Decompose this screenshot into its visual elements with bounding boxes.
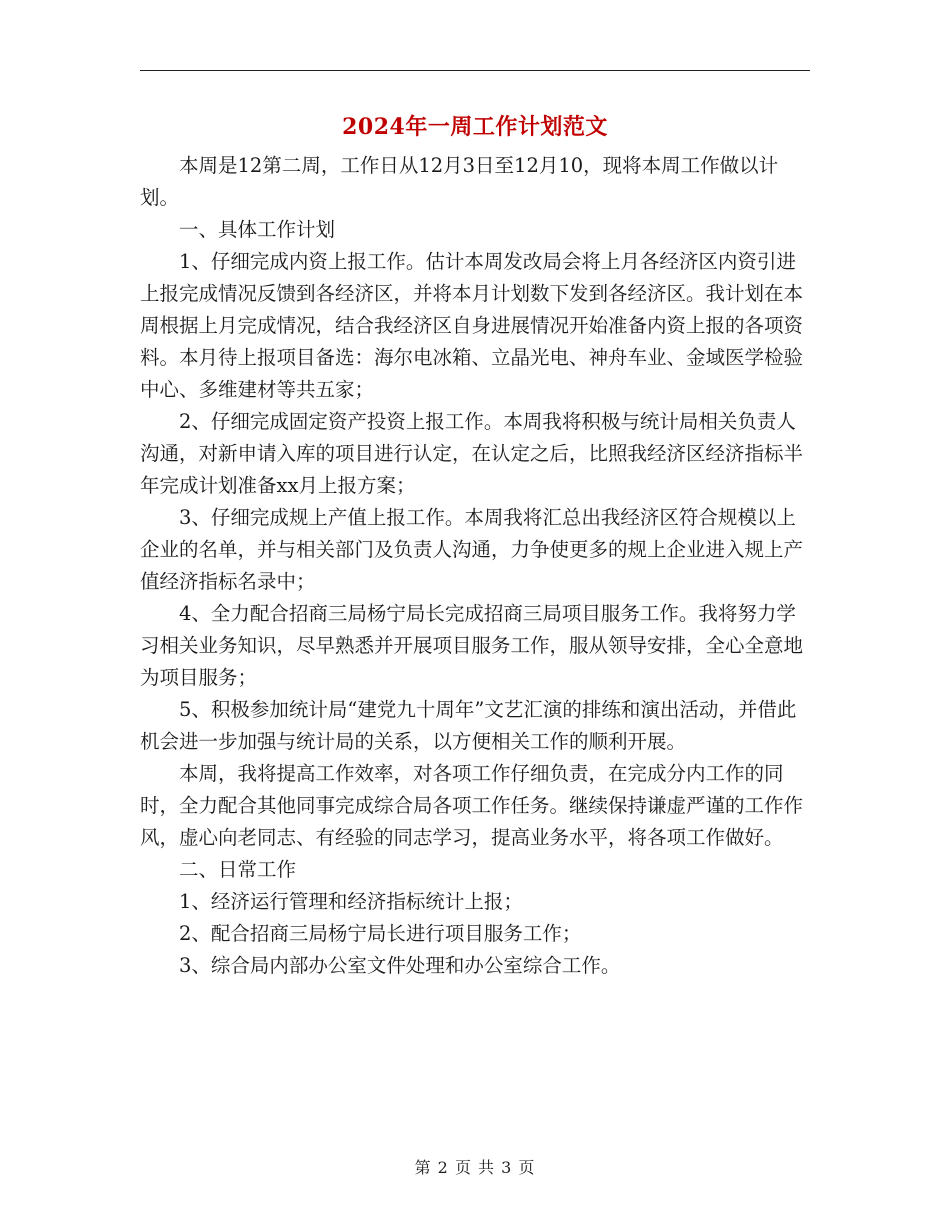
daily-item-1: 1、经济运行管理和经济指标统计上报； — [179, 890, 523, 913]
header-rule — [140, 70, 810, 71]
daily-item-2: 2、配合招商三局杨宁局长进行项目服务工作； — [179, 922, 582, 945]
document-title: 2024年一周工作计划范文 — [342, 114, 608, 140]
plan-item-5: 5、积极参加统计局“建党九十周年”文艺汇演的排练和演出活动，并借此机会进一步加强与统计局的关系，以方便相关工作的顺利开展。 — [140, 698, 797, 753]
section-heading-daily-work: 二、日常工作 — [179, 858, 297, 881]
plan-item-2: 2、仔细完成固定资产投资上报工作。本周我将积极与统计局相关负责人沟通，对新申请入库的项目进行认定，在认定之后，比照我经济区经济指标半年完成计划准备xx月上报方案； — [140, 410, 804, 497]
summary-paragraph: 本周，我将提高工作效率，对各项工作仔细负责，在完成分内工作的同时，全力配合其他同事完成综合局各项工作任务。继续保持谦虚严谨的工作作风，虚心向老同志、有经验的同志学习，提高业务水平，将各项工作做好。 — [140, 762, 804, 849]
section-heading-specific-plan: 一、具体工作计划 — [179, 218, 336, 241]
intro-paragraph: 本周是12第二周，工作日从12月3日至12月10，现将本周工作做以计划。 — [140, 154, 779, 209]
plan-item-3: 3、仔细完成规上产值上报工作。本周我将汇总出我经济区符合规模以上企业的名单，并与相关部门及负责人沟通，力争使更多的规上企业进入规上产值经济指标名录中； — [140, 506, 804, 593]
plan-item-4: 4、全力配合招商三局杨宁局长完成招商三局项目服务工作。我将努力学习相关业务知识，尽早熟悉并开展项目服务工作，服从领导安排，全心全意地为项目服务； — [140, 602, 804, 689]
daily-item-3: 3、综合局内部办公室文件处理和办公室综合工作。 — [179, 954, 621, 977]
document-body — [140, 150, 812, 982]
plan-item-1: 1、仔细完成内资上报工作。估计本周发改局会将上月各经济区内资引进上报完成情况反馈到各经济区，并将本月计划数下发到各经济区。我计划在本周根据上月完成情况，结合我经济区自身进展情况开始准备内资上报的各项资料。本月待上报项目备选：海尔电冰箱、立晶光电、神舟车业、金域医学检验中心、多维建材等共五家； — [140, 250, 804, 401]
page-number: 第 2 页 共 3 页 — [414, 1158, 536, 1177]
